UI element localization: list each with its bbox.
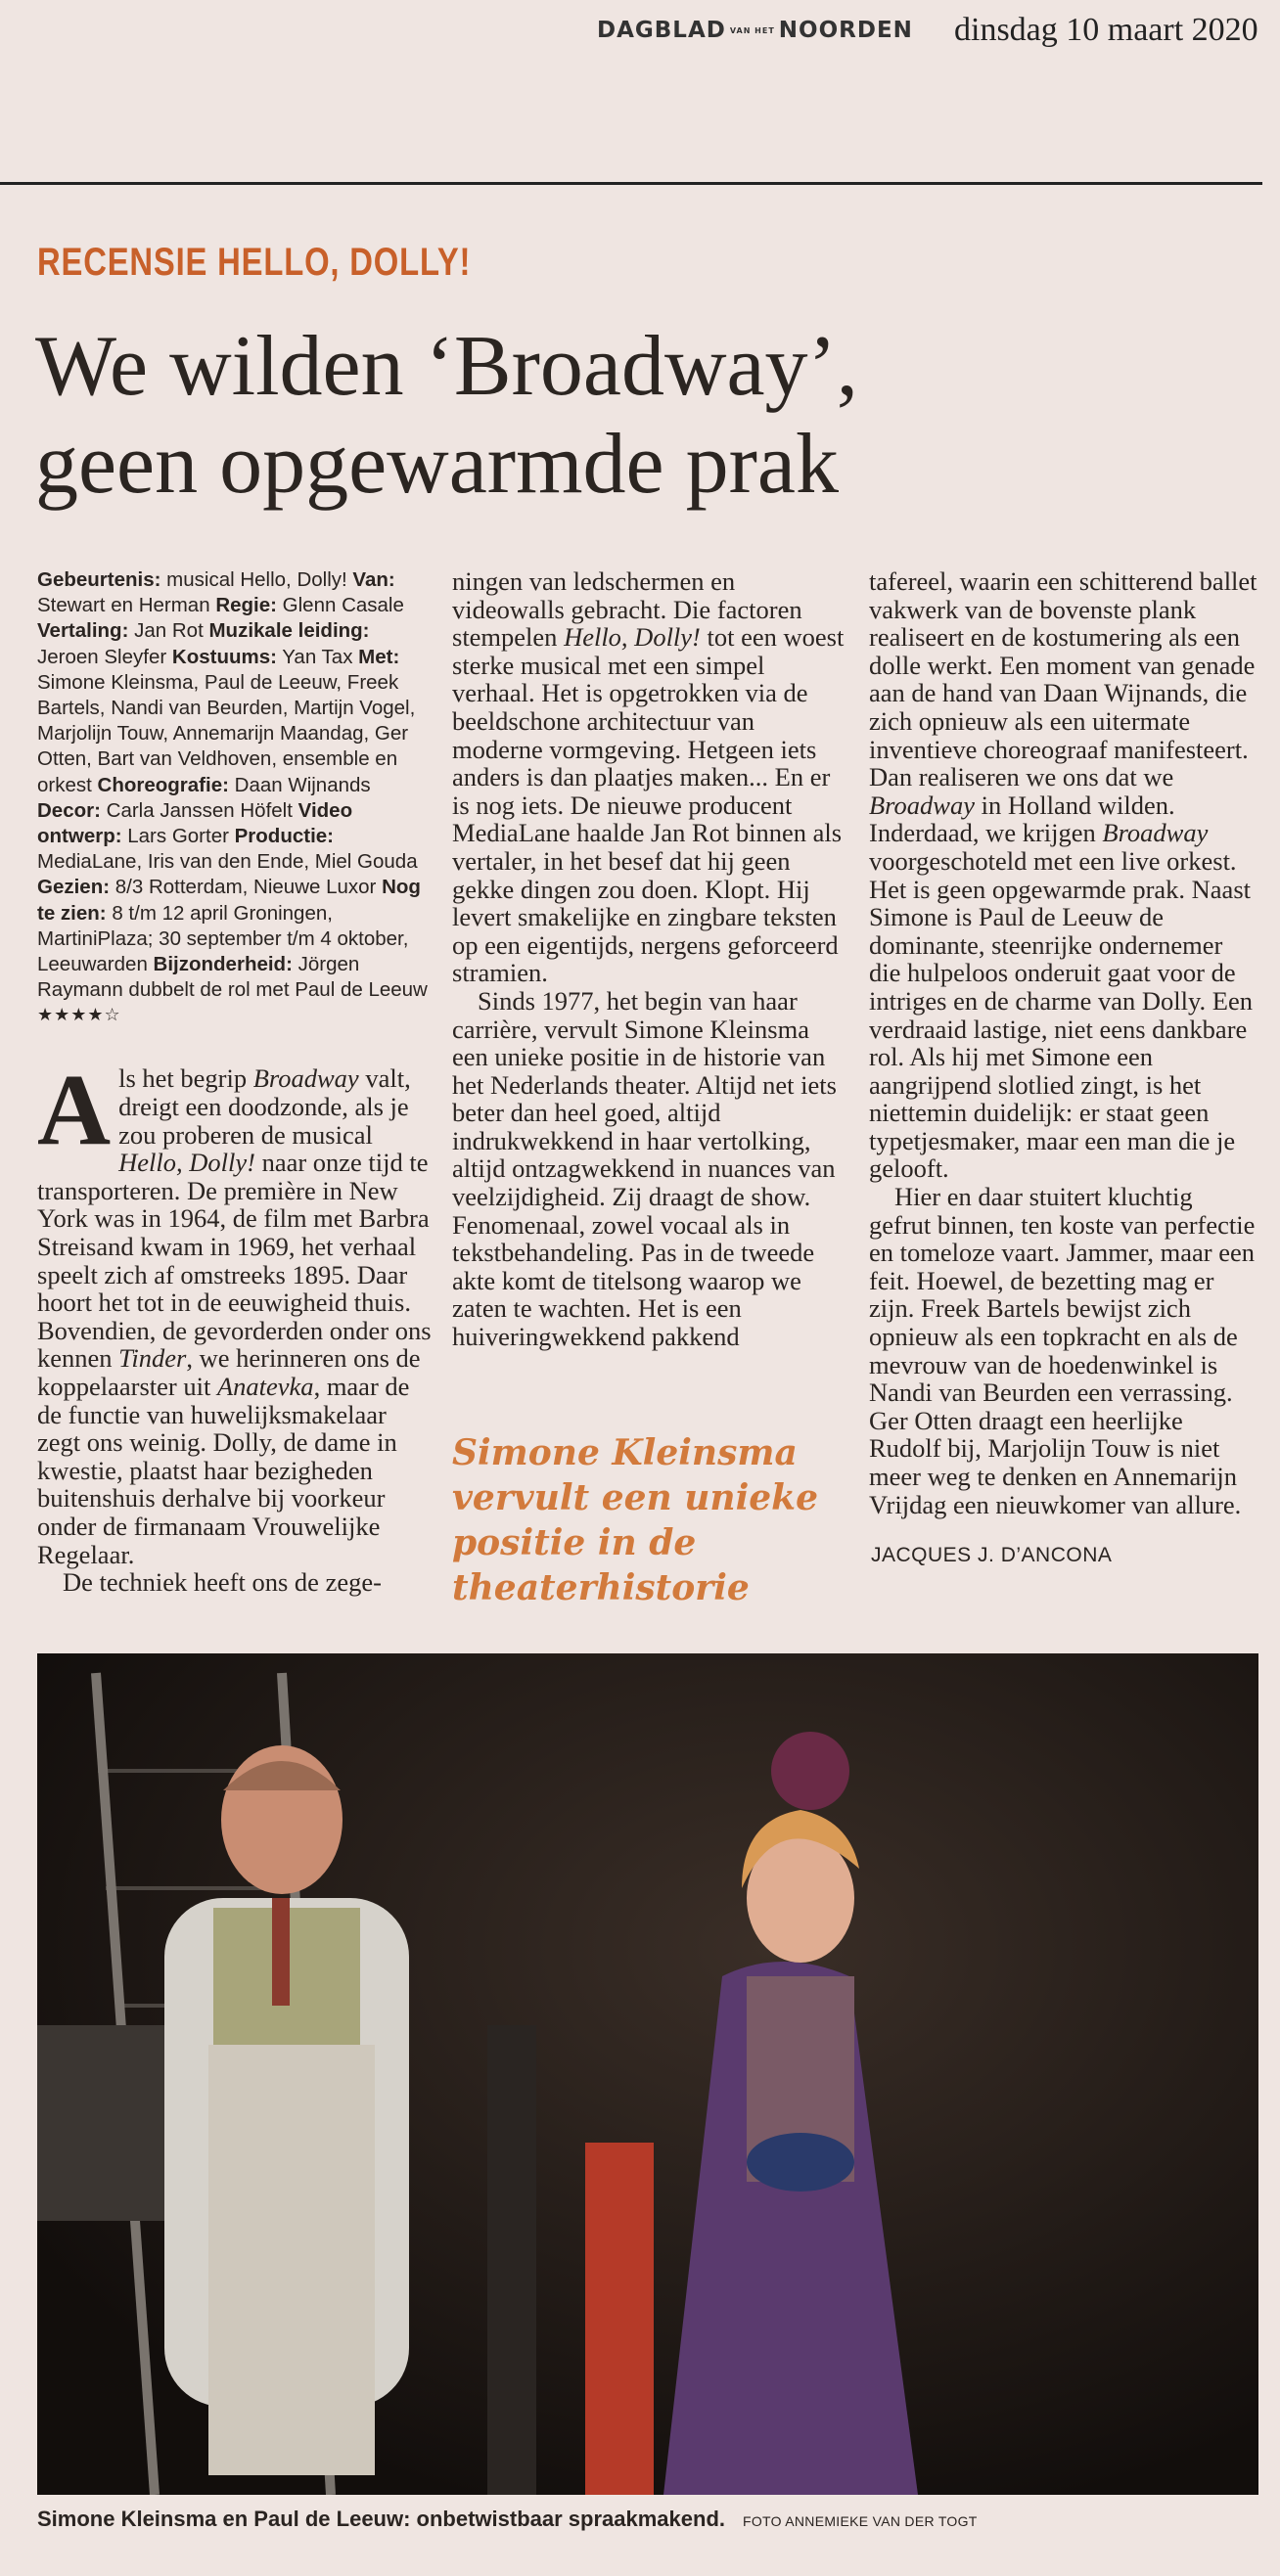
credit-label: Choreografie: bbox=[97, 773, 229, 796]
masthead-name-right: NOORDEN bbox=[778, 18, 913, 43]
body-text: in Holland wilden. Inderdaad, we krijgen bbox=[869, 790, 1175, 848]
pull-quote: Simone Kleinsma vervult een unieke positie in de theaterhistorie bbox=[452, 1432, 819, 1608]
credit-label: Bijzonderheid: bbox=[153, 953, 293, 976]
credit-label: Gebeurtenis: bbox=[37, 568, 161, 591]
credit-value: Glenn Casale bbox=[282, 594, 404, 617]
column-3 bbox=[869, 567, 1260, 1518]
credit-value: 8/3 Rotterdam, Nieuwe Luxor bbox=[114, 876, 377, 899]
masthead-name-left: DAGBLAD bbox=[597, 18, 726, 43]
italic-title: Hello, Dolly! bbox=[564, 622, 701, 653]
column-1 bbox=[37, 567, 434, 1597]
body-text: tot een woest sterke musical met een simpel verhaal. Het is opgetrokken via de beeldschone architectuur van moderne vormgeving. Hetgeen iets anders is dan plaatjes maken... En er is nog iets. De nieuwe producent MediaLane haalde Jan Rot binnen als vertaler, in het besef dat hij geen gekke dingen zou doen. Klopt. Hij levert smakelijke en zingbare teksten op een eigentijds, nergens geforceerd stramien. bbox=[452, 622, 845, 988]
column-body-1 bbox=[37, 1054, 434, 1598]
byline: JACQUES J. D’ANCONA bbox=[871, 1544, 1113, 1566]
body-text: naar onze tijd te transporteren. De première in New York was in 1964, de film met Barbra Streisand kwam in 1969, het verhaal speelt zich af omstreeks 1895. Daar hoort het tot in de eeuwigheid thuis. Bovendien, de gevorderden onder ons kennen bbox=[37, 1148, 432, 1374]
star-rating: ★★★★☆ bbox=[37, 1005, 121, 1026]
credit-label: Gezien: bbox=[37, 876, 111, 899]
credit-value: 8 t/m 12 april Groningen, MartiniPlaza; 30 september t/m 4 oktober, Leeuwarden bbox=[37, 901, 409, 976]
credit-value: Yan Tax bbox=[282, 645, 353, 668]
column-body-3 bbox=[869, 567, 1260, 1518]
photo-credit: FOTO ANNEMIEKE VAN DER TOGT bbox=[743, 2513, 978, 2529]
credit-label: Nog te zien: bbox=[37, 876, 421, 925]
headline-line-1: We wilden ‘Broadway’, bbox=[35, 319, 858, 414]
credit-label: Productie: bbox=[234, 825, 334, 848]
credit-value: Daan Wijnands bbox=[234, 773, 371, 796]
credit-label: Vertaling: bbox=[37, 619, 129, 643]
italic-title: Broadway bbox=[252, 1063, 359, 1094]
issue-date: dinsdag 10 maart 2020 bbox=[954, 12, 1258, 48]
credit-value: Simone Kleinsma, Paul de Leeuw, Freek Bartels, Nandi van Beurden, Martijn Vogel, Marjolijn Touw, Annemarijn Maandag, Ger Otten, Bart van Veldhoven, ensemble en orkest bbox=[37, 670, 416, 796]
credit-label: Muzikale leiding: bbox=[208, 619, 370, 643]
body-paragraph bbox=[37, 1054, 434, 1569]
body-text: ls het begrip bbox=[118, 1063, 253, 1094]
italic-title: Anatevka bbox=[216, 1371, 314, 1401]
headline-line-2: geen opgewarmde prak bbox=[35, 417, 839, 512]
credit-label: Video ontwerp: bbox=[37, 798, 353, 848]
stage-photo-illustration bbox=[37, 1653, 1258, 2495]
credit-value: Jörgen Raymann dubbelt de rol met Paul de Leeuw bbox=[37, 953, 428, 1002]
credit-value: musical Hello, Dolly! bbox=[166, 568, 347, 591]
body-text: tafereel, waarin een schitterend ballet vakwerk van de bovenste plank realiseert en de kostumering als een dolle werkt. Een moment van genade aan de hand van Daan Wijnands, die zich opnieuw als een uitermate inventieve choreograaf manifesteert. Dan realiseren we ons dat we bbox=[869, 566, 1257, 792]
italic-title: Hello, Dolly! bbox=[118, 1148, 255, 1178]
drop-cap: A bbox=[37, 1054, 112, 1167]
credit-label: Kostuums: bbox=[171, 645, 277, 668]
credit-label: Met: bbox=[358, 645, 400, 668]
body-paragraph bbox=[452, 987, 848, 1351]
body-text: Sinds 1977, het begin van haar carrière, vervult Simone Kleinsma een unieke positie in de historie van het Nederlands theater. Altijd net iets beter dan heel goed, altijd indrukwekkend in haar vertolking, altijd ontzagwekkend in nuances van veelzijdigheid. Zij draagt de show. Fenomenaal, zowel vocaal als in tekstbehandeling. Pas in de tweede akte komt de titelsong waarop we zaten te wachten. Het is een huiveringwekkend pakkend bbox=[452, 985, 837, 1352]
italic-title: Broadway bbox=[869, 790, 975, 820]
masthead bbox=[597, 18, 913, 43]
credit-label: Regie: bbox=[215, 594, 277, 617]
headline bbox=[35, 318, 1112, 514]
credits-box bbox=[37, 567, 434, 1003]
body-text: valt, dreigt een doodzonde, als je zou proberen de musical bbox=[118, 1063, 411, 1150]
background-figure bbox=[585, 2143, 654, 2495]
credit-value: MediaLane, Iris van den Ende, Miel Gouda bbox=[37, 850, 418, 874]
article-photo bbox=[37, 1653, 1258, 2495]
column-body-2 bbox=[452, 567, 848, 1351]
column-2 bbox=[452, 567, 848, 1351]
credit-label: Van: bbox=[352, 568, 395, 591]
body-text: , we herinneren ons de koppelaarster uit bbox=[37, 1343, 421, 1401]
credit-label: Decor: bbox=[37, 798, 101, 822]
caption-text: Simone Kleinsma en Paul de Leeuw: onbetwistbaar spraakmakend. bbox=[37, 2507, 725, 2531]
photo-caption bbox=[37, 2507, 978, 2532]
body-text: Hier en daar stuitert kluchtig gefrut binnen, ten koste van perfectie en tomeloze vaart. Jammer, maar een feit. Hoewel, de bezetting mag er zijn. Freek Bartels bewijst zich opnieuw als een topkracht en als de mevrouw van de hoedenwinkel is Nandi van Beurden een verrassing. Ger Otten draagt een heerlijke Rudolf bij, Marjolijn Touw is niet meer weg te denken en Annemarijn Vrijdag een nieuwkomer van allure. bbox=[869, 1182, 1256, 1519]
body-text: ningen van ledschermen en videowalls gebracht. Die factoren stempelen bbox=[452, 566, 802, 653]
kicker: RECENSIE HELLO, DOLLY! bbox=[37, 241, 472, 284]
body-paragraph bbox=[37, 1568, 434, 1597]
body-paragraph bbox=[869, 567, 1260, 1183]
credit-value: Carla Janssen Höfelt bbox=[106, 798, 293, 822]
masthead-name-small: VAN HET bbox=[729, 25, 775, 35]
italic-title: Tinder bbox=[118, 1343, 187, 1374]
credit-value: Stewart en Herman bbox=[37, 594, 210, 617]
stage-prop bbox=[37, 2025, 174, 2221]
body-text: , maar de de functie van huwelijksmakelaar zegt ons weinig. Dolly, de dame in kwestie, plaatst haar bezigheden buitenshuis derhalve bij voorkeur onder de firmanaam Vrouwelijke Regelaar. bbox=[37, 1371, 410, 1569]
body-text: voorgeschoteld met een live orkest. Het is geen opgewarmde prak. Naast Simone is Paul de Leeuw de dominante, steenrijke ondernemer die hulpeloos onderuit gaat voor de intriges en de charme van Dolly. Een verdraaid lastige, niet eens dankbare rol. Als hij met Simone een aangrijpend slotlied zingt, is het niettemin duidelijk: er staat geen typetjesmaker, maar een man die je gelooft. bbox=[869, 845, 1253, 1184]
italic-title: Broadway bbox=[1102, 818, 1209, 848]
credit-value: Jan Rot bbox=[134, 619, 204, 643]
credit-value: Jeroen Sleyfer bbox=[37, 645, 167, 668]
body-text: De techniek heeft ons de zege- bbox=[63, 1567, 382, 1598]
body-paragraph bbox=[452, 567, 848, 987]
credit-value: Lars Gorter bbox=[127, 825, 229, 848]
body-paragraph bbox=[869, 1183, 1260, 1518]
header-rule bbox=[0, 182, 1262, 185]
